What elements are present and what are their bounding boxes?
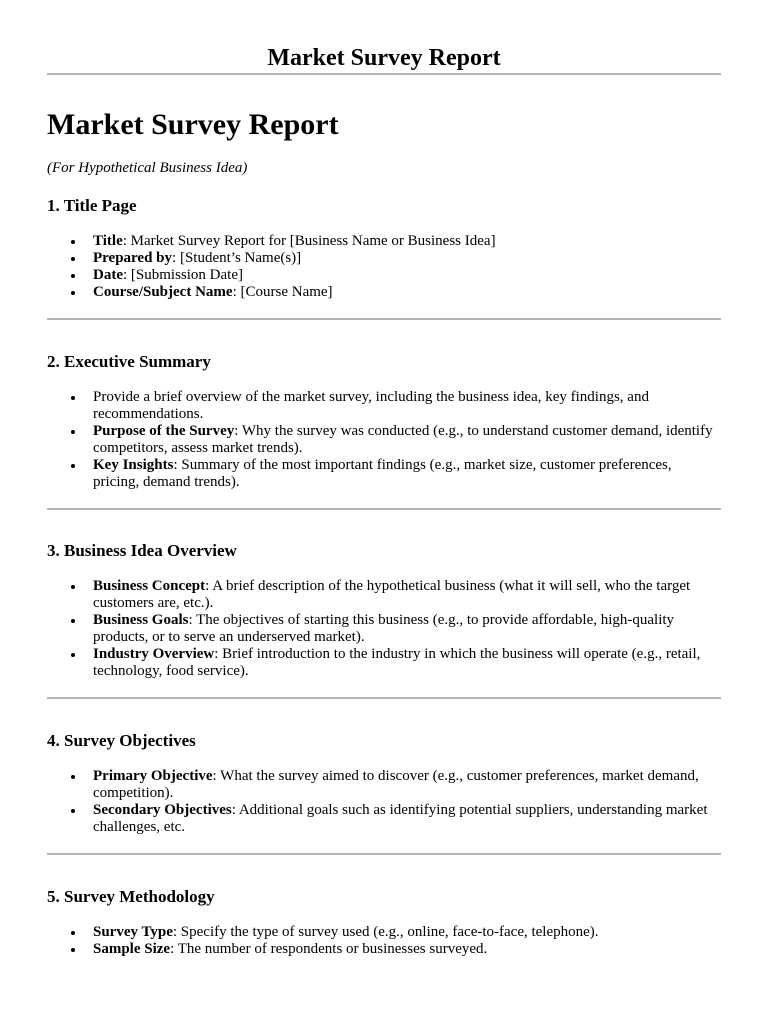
list-item xyxy=(93,250,721,267)
list-item xyxy=(93,941,721,958)
section-survey-methodology xyxy=(47,886,721,958)
item-text: : The objectives of starting this business (e.g., to provide affordable, high-quality products, or to serve an underserved market). xyxy=(93,612,675,645)
item-term: Business Goals xyxy=(93,612,189,628)
section-divider xyxy=(47,508,721,510)
list-item xyxy=(93,612,721,646)
item-term: Course/Subject Name xyxy=(93,284,233,300)
list-item xyxy=(93,389,721,423)
section-list xyxy=(47,578,721,680)
list-item xyxy=(93,457,721,491)
header-divider xyxy=(47,73,721,75)
item-term: Key Insights xyxy=(93,457,174,473)
page-header-title: Market Survey Report xyxy=(267,45,501,71)
item-text: : A brief description of the hypothetical business (what it will sell, who the target customers are, etc.). xyxy=(93,578,691,611)
list-item xyxy=(93,233,721,250)
section-business-idea-overview xyxy=(47,540,721,680)
section-heading: 3. Business Idea Overview xyxy=(47,541,237,560)
item-term: Sample Size xyxy=(93,941,171,957)
section-list xyxy=(47,389,721,491)
section-heading: 5. Survey Methodology xyxy=(47,887,215,906)
item-term: Purpose of the Survey xyxy=(93,423,235,439)
section-divider xyxy=(47,697,721,699)
section-list xyxy=(47,233,721,301)
section-title-page xyxy=(47,195,721,301)
item-term: Prepared by xyxy=(93,250,173,266)
list-item xyxy=(93,646,721,680)
document-subtitle: (For Hypothetical Business Idea) xyxy=(47,160,248,176)
item-text: : [Student’s Name(s)] xyxy=(172,250,302,266)
item-text: : What the survey aimed to discover (e.g., customer preferences, market demand, competition). xyxy=(93,768,699,801)
list-item xyxy=(93,284,721,301)
section-divider xyxy=(47,853,721,855)
item-text: : Brief introduction to the industry in which the business will operate (e.g., retail, technology, food service). xyxy=(93,646,701,679)
item-text: : The number of respondents or businesses surveyed. xyxy=(170,941,488,957)
item-term: Title xyxy=(93,233,123,249)
item-term: Survey Type xyxy=(93,924,173,940)
item-text: : Additional goals such as identifying potential suppliers, understanding market challenges, etc. xyxy=(93,802,708,835)
item-text: : Summary of the most important findings (e.g., market size, customer preferences, pricing, demand trends). xyxy=(93,457,672,490)
item-text: : [Submission Date] xyxy=(123,267,243,283)
list-item xyxy=(93,267,721,284)
section-heading: 1. Title Page xyxy=(47,196,137,215)
section-list xyxy=(47,924,721,958)
item-text: : Why the survey was conducted (e.g., to understand customer demand, identify competitors, assess market trends). xyxy=(93,423,713,456)
list-item xyxy=(93,924,721,941)
list-item xyxy=(93,423,721,457)
document-title: Market Survey Report xyxy=(47,108,339,141)
section-executive-summary xyxy=(47,351,721,491)
section-survey-objectives xyxy=(47,730,721,836)
section-divider xyxy=(47,318,721,320)
section-heading: 2. Executive Summary xyxy=(47,352,211,371)
item-text: Provide a brief overview of the market survey, including the business idea, key findings, and recommendations. xyxy=(93,389,649,422)
item-term: Primary Objective xyxy=(93,768,213,784)
item-text: : [Course Name] xyxy=(232,284,333,300)
item-text: : Specify the type of survey used (e.g., online, face-to-face, telephone). xyxy=(172,924,599,940)
item-term: Date xyxy=(93,267,123,283)
section-heading: 4. Survey Objectives xyxy=(47,731,196,750)
list-item xyxy=(93,578,721,612)
item-text: : Market Survey Report for [Business Name or Business Idea] xyxy=(122,233,496,249)
list-item xyxy=(93,768,721,802)
list-item xyxy=(93,802,721,836)
item-term: Industry Overview xyxy=(93,646,215,662)
item-term: Secondary Objectives xyxy=(93,802,232,818)
section-list xyxy=(47,768,721,836)
item-term: Business Concept xyxy=(93,578,206,594)
